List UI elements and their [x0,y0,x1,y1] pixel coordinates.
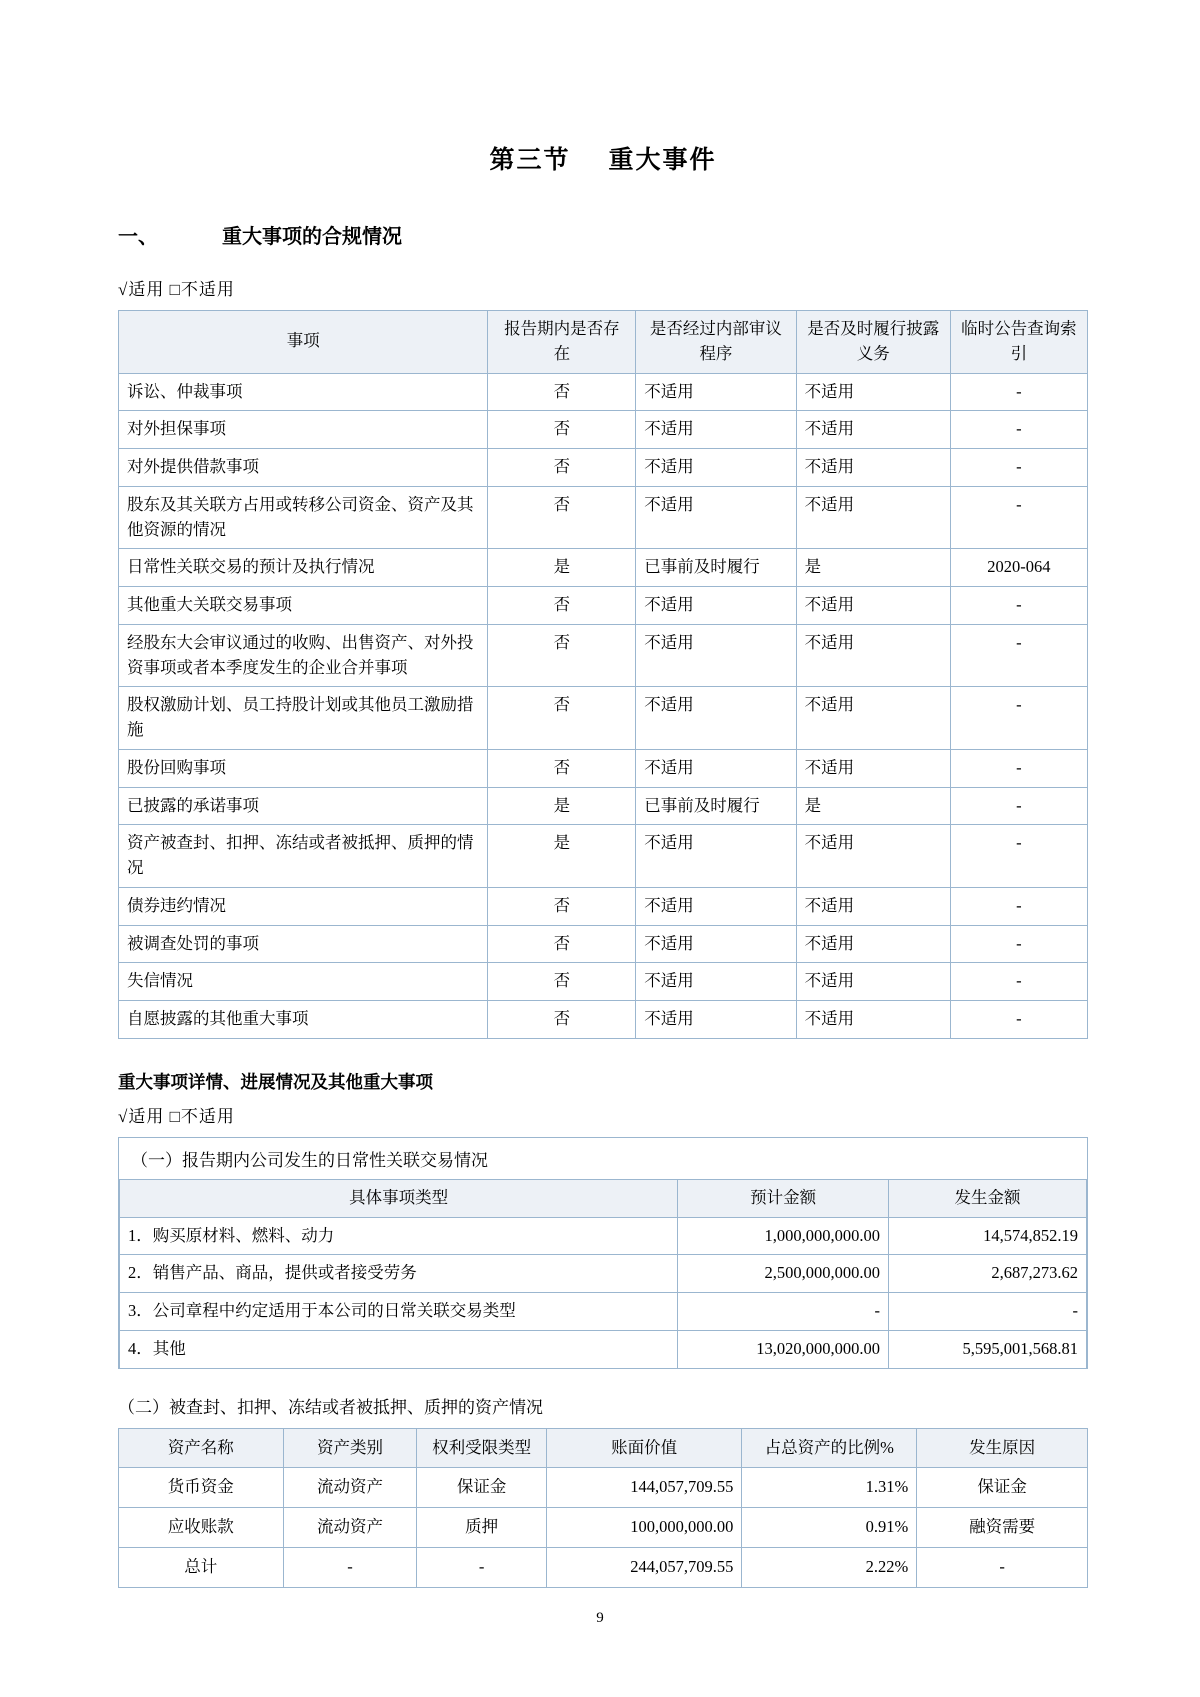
table-row [119,549,1088,587]
cell-index: - [950,887,1087,925]
cell-asset-category: 流动资产 [283,1468,417,1508]
cell-internal: 不适用 [636,925,796,963]
related-transactions-body [120,1217,1087,1368]
col-header-reason: 发生原因 [917,1428,1088,1468]
col-header-asset-name: 资产名称 [119,1428,284,1468]
cell-ratio: 0.91% [742,1508,917,1548]
cell-book-value: 144,057,709.55 [546,1468,741,1508]
table-row [119,1001,1088,1039]
cell-actual: 14,574,852.19 [888,1217,1086,1255]
table-row [119,787,1088,825]
cell-asset-category: 流动资产 [283,1508,417,1548]
cell-internal: 已事前及时履行 [636,549,796,587]
page-title-main: 重大事件 [608,146,717,174]
cell-asset-category: - [283,1547,417,1587]
cell-item: 自愿披露的其他重大事项 [119,1001,488,1039]
cell-limit-type: 保证金 [417,1468,547,1508]
page-title [118,140,1088,176]
col-header-asset-category: 资产类别 [283,1428,417,1468]
table-row [119,749,1088,787]
cell-asset-name: 总计 [119,1547,284,1587]
cell-item: 股权激励计划、员工持股计划或其他员工激励措施 [119,687,488,750]
cell-disclosure: 不适用 [796,925,950,963]
cell-index: - [950,486,1087,549]
col-header-internal: 是否经过内部审议程序 [636,311,796,374]
cell-item: 股东及其关联方占用或转移公司资金、资产及其他资源的情况 [119,486,488,549]
table-row [119,925,1088,963]
cell-disclosure: 不适用 [796,749,950,787]
table-row [119,1508,1088,1548]
cell-book-value: 244,057,709.55 [546,1547,741,1587]
cell-reason: 融资需要 [917,1508,1088,1548]
table-row [119,963,1088,1001]
cell-reason: 保证金 [917,1468,1088,1508]
table-row [120,1293,1087,1331]
table-row [119,411,1088,449]
table-header-row [120,1180,1087,1217]
cell-asset-name: 货币资金 [119,1468,284,1508]
col-header-actual: 发生金额 [888,1180,1086,1217]
cell-disclosure: 不适用 [796,449,950,487]
cell-internal: 不适用 [636,963,796,1001]
cell-estimated: - [678,1293,889,1331]
cell-item: 失信情况 [119,963,488,1001]
cell-index: - [950,624,1087,687]
col-header-limit-type: 权利受限类型 [417,1428,547,1468]
cell-limit-type: 质押 [417,1508,547,1548]
cell-disclosure: 不适用 [796,624,950,687]
cell-exists: 否 [488,963,636,1001]
related-transactions-block [118,1137,1088,1369]
cell-exists: 否 [488,411,636,449]
cell-item: 股份回购事项 [119,749,488,787]
table-row [119,624,1088,687]
cell-exists: 否 [488,887,636,925]
cell-item: 其他重大关联交易事项 [119,587,488,625]
table-header-row [119,311,1088,374]
cell-estimated: 1,000,000,000.00 [678,1217,889,1255]
section-title: 重大事项的合规情况 [222,226,402,248]
related-transactions-table [119,1180,1087,1369]
applicable-checkbox-line: √适用 □不适用 [118,280,235,299]
cell-estimated: 13,020,000,000.00 [678,1330,889,1368]
col-header-index: 临时公告查询索引 [950,311,1087,374]
cell-internal: 不适用 [636,749,796,787]
cell-ratio: 1.31% [742,1468,917,1508]
compliance-table-body [119,373,1088,1038]
cell-disclosure: 不适用 [796,411,950,449]
cell-actual: 5,595,001,568.81 [888,1330,1086,1368]
part-one-title: （一）报告期内公司发生的日常性关联交易情况 [119,1138,1087,1180]
cell-item: 对外提供借款事项 [119,449,488,487]
cell-disclosure: 不适用 [796,687,950,750]
cell-internal: 不适用 [636,486,796,549]
cell-item: 日常性关联交易的预计及执行情况 [119,549,488,587]
cell-index: - [950,373,1087,411]
cell-type: 3．公司章程中约定适用于本公司的日常关联交易类型 [120,1293,678,1331]
cell-disclosure: 不适用 [796,486,950,549]
cell-internal: 不适用 [636,1001,796,1039]
cell-disclosure: 是 [796,787,950,825]
cell-limit-type: - [417,1547,547,1587]
cell-reason: - [917,1547,1088,1587]
cell-internal: 不适用 [636,887,796,925]
col-header-item: 事项 [119,311,488,374]
cell-index: - [950,963,1087,1001]
col-header-type: 具体事项类型 [120,1180,678,1217]
cell-exists: 否 [488,1001,636,1039]
section-heading [118,220,1088,249]
table-row [119,587,1088,625]
cell-item: 债券违约情况 [119,887,488,925]
cell-disclosure: 不适用 [796,825,950,888]
section-number: 一、 [118,226,158,248]
cell-index: - [950,449,1087,487]
cell-index: - [950,925,1087,963]
cell-exists: 否 [488,486,636,549]
cell-internal: 不适用 [636,587,796,625]
cell-item: 已披露的承诺事项 [119,787,488,825]
cell-index: - [950,1001,1087,1039]
details-heading: 重大事项详情、进展情况及其他重大事项 [118,1071,433,1092]
cell-index: 2020-064 [950,549,1087,587]
col-header-book-value: 账面价值 [546,1428,741,1468]
cell-exists: 是 [488,825,636,888]
cell-internal: 不适用 [636,411,796,449]
cell-internal: 不适用 [636,825,796,888]
cell-type: 2．销售产品、商品，提供或者接受劳务 [120,1255,678,1293]
cell-exists: 否 [488,925,636,963]
cell-actual: - [888,1293,1086,1331]
cell-type: 1．购买原材料、燃料、动力 [120,1217,678,1255]
cell-exists: 是 [488,787,636,825]
table-row [119,373,1088,411]
cell-item: 被调查处罚的事项 [119,925,488,963]
cell-internal: 不适用 [636,373,796,411]
cell-ratio: 2.22% [742,1547,917,1587]
table-row [119,1468,1088,1508]
cell-exists: 否 [488,687,636,750]
col-header-ratio: 占总资产的比例% [742,1428,917,1468]
cell-exists: 否 [488,449,636,487]
cell-asset-name: 应收账款 [119,1508,284,1548]
table-row [120,1217,1087,1255]
table-row [120,1255,1087,1293]
cell-estimated: 2,500,000,000.00 [678,1255,889,1293]
cell-index: - [950,825,1087,888]
cell-index: - [950,587,1087,625]
details-applicable-line: √适用 □不适用 [118,1106,235,1126]
cell-internal: 不适用 [636,449,796,487]
cell-book-value: 100,000,000.00 [546,1508,741,1548]
part-two-title: （二）被查封、扣押、冻结或者被抵押、质押的资产情况 [118,1397,543,1417]
cell-exists: 否 [488,587,636,625]
cell-index: - [950,411,1087,449]
table-row-total [119,1547,1088,1587]
cell-internal: 不适用 [636,624,796,687]
table-row [119,449,1088,487]
restricted-assets-table [118,1428,1088,1588]
cell-index: - [950,749,1087,787]
table-row [119,687,1088,750]
table-row [119,825,1088,888]
table-row [120,1330,1087,1368]
col-header-estimated: 预计金额 [678,1180,889,1217]
cell-disclosure: 不适用 [796,963,950,1001]
cell-disclosure: 不适用 [796,1001,950,1039]
col-header-disclosure: 是否及时履行披露义务 [796,311,950,374]
cell-type: 4．其他 [120,1330,678,1368]
table-header-row [119,1428,1088,1468]
cell-disclosure: 不适用 [796,887,950,925]
cell-item: 对外担保事项 [119,411,488,449]
compliance-table [118,310,1088,1039]
cell-exists: 是 [488,549,636,587]
cell-item: 经股东大会审议通过的收购、出售资产、对外投资事项或者本季度发生的企业合并事项 [119,624,488,687]
table-row [119,887,1088,925]
cell-internal: 不适用 [636,687,796,750]
cell-actual: 2,687,273.62 [888,1255,1086,1293]
cell-exists: 否 [488,373,636,411]
cell-disclosure: 不适用 [796,373,950,411]
col-header-exists: 报告期内是否存在 [488,311,636,374]
restricted-assets-body [119,1468,1088,1587]
cell-item: 资产被查封、扣押、冻结或者被抵押、质押的情况 [119,825,488,888]
page-title-prefix: 第三节 [489,146,571,174]
cell-disclosure: 是 [796,549,950,587]
page-number: 9 [596,1610,604,1626]
cell-internal: 已事前及时履行 [636,787,796,825]
cell-index: - [950,687,1087,750]
cell-disclosure: 不适用 [796,587,950,625]
cell-item: 诉讼、仲裁事项 [119,373,488,411]
cell-exists: 否 [488,749,636,787]
table-row [119,486,1088,549]
cell-exists: 否 [488,624,636,687]
cell-index: - [950,787,1087,825]
